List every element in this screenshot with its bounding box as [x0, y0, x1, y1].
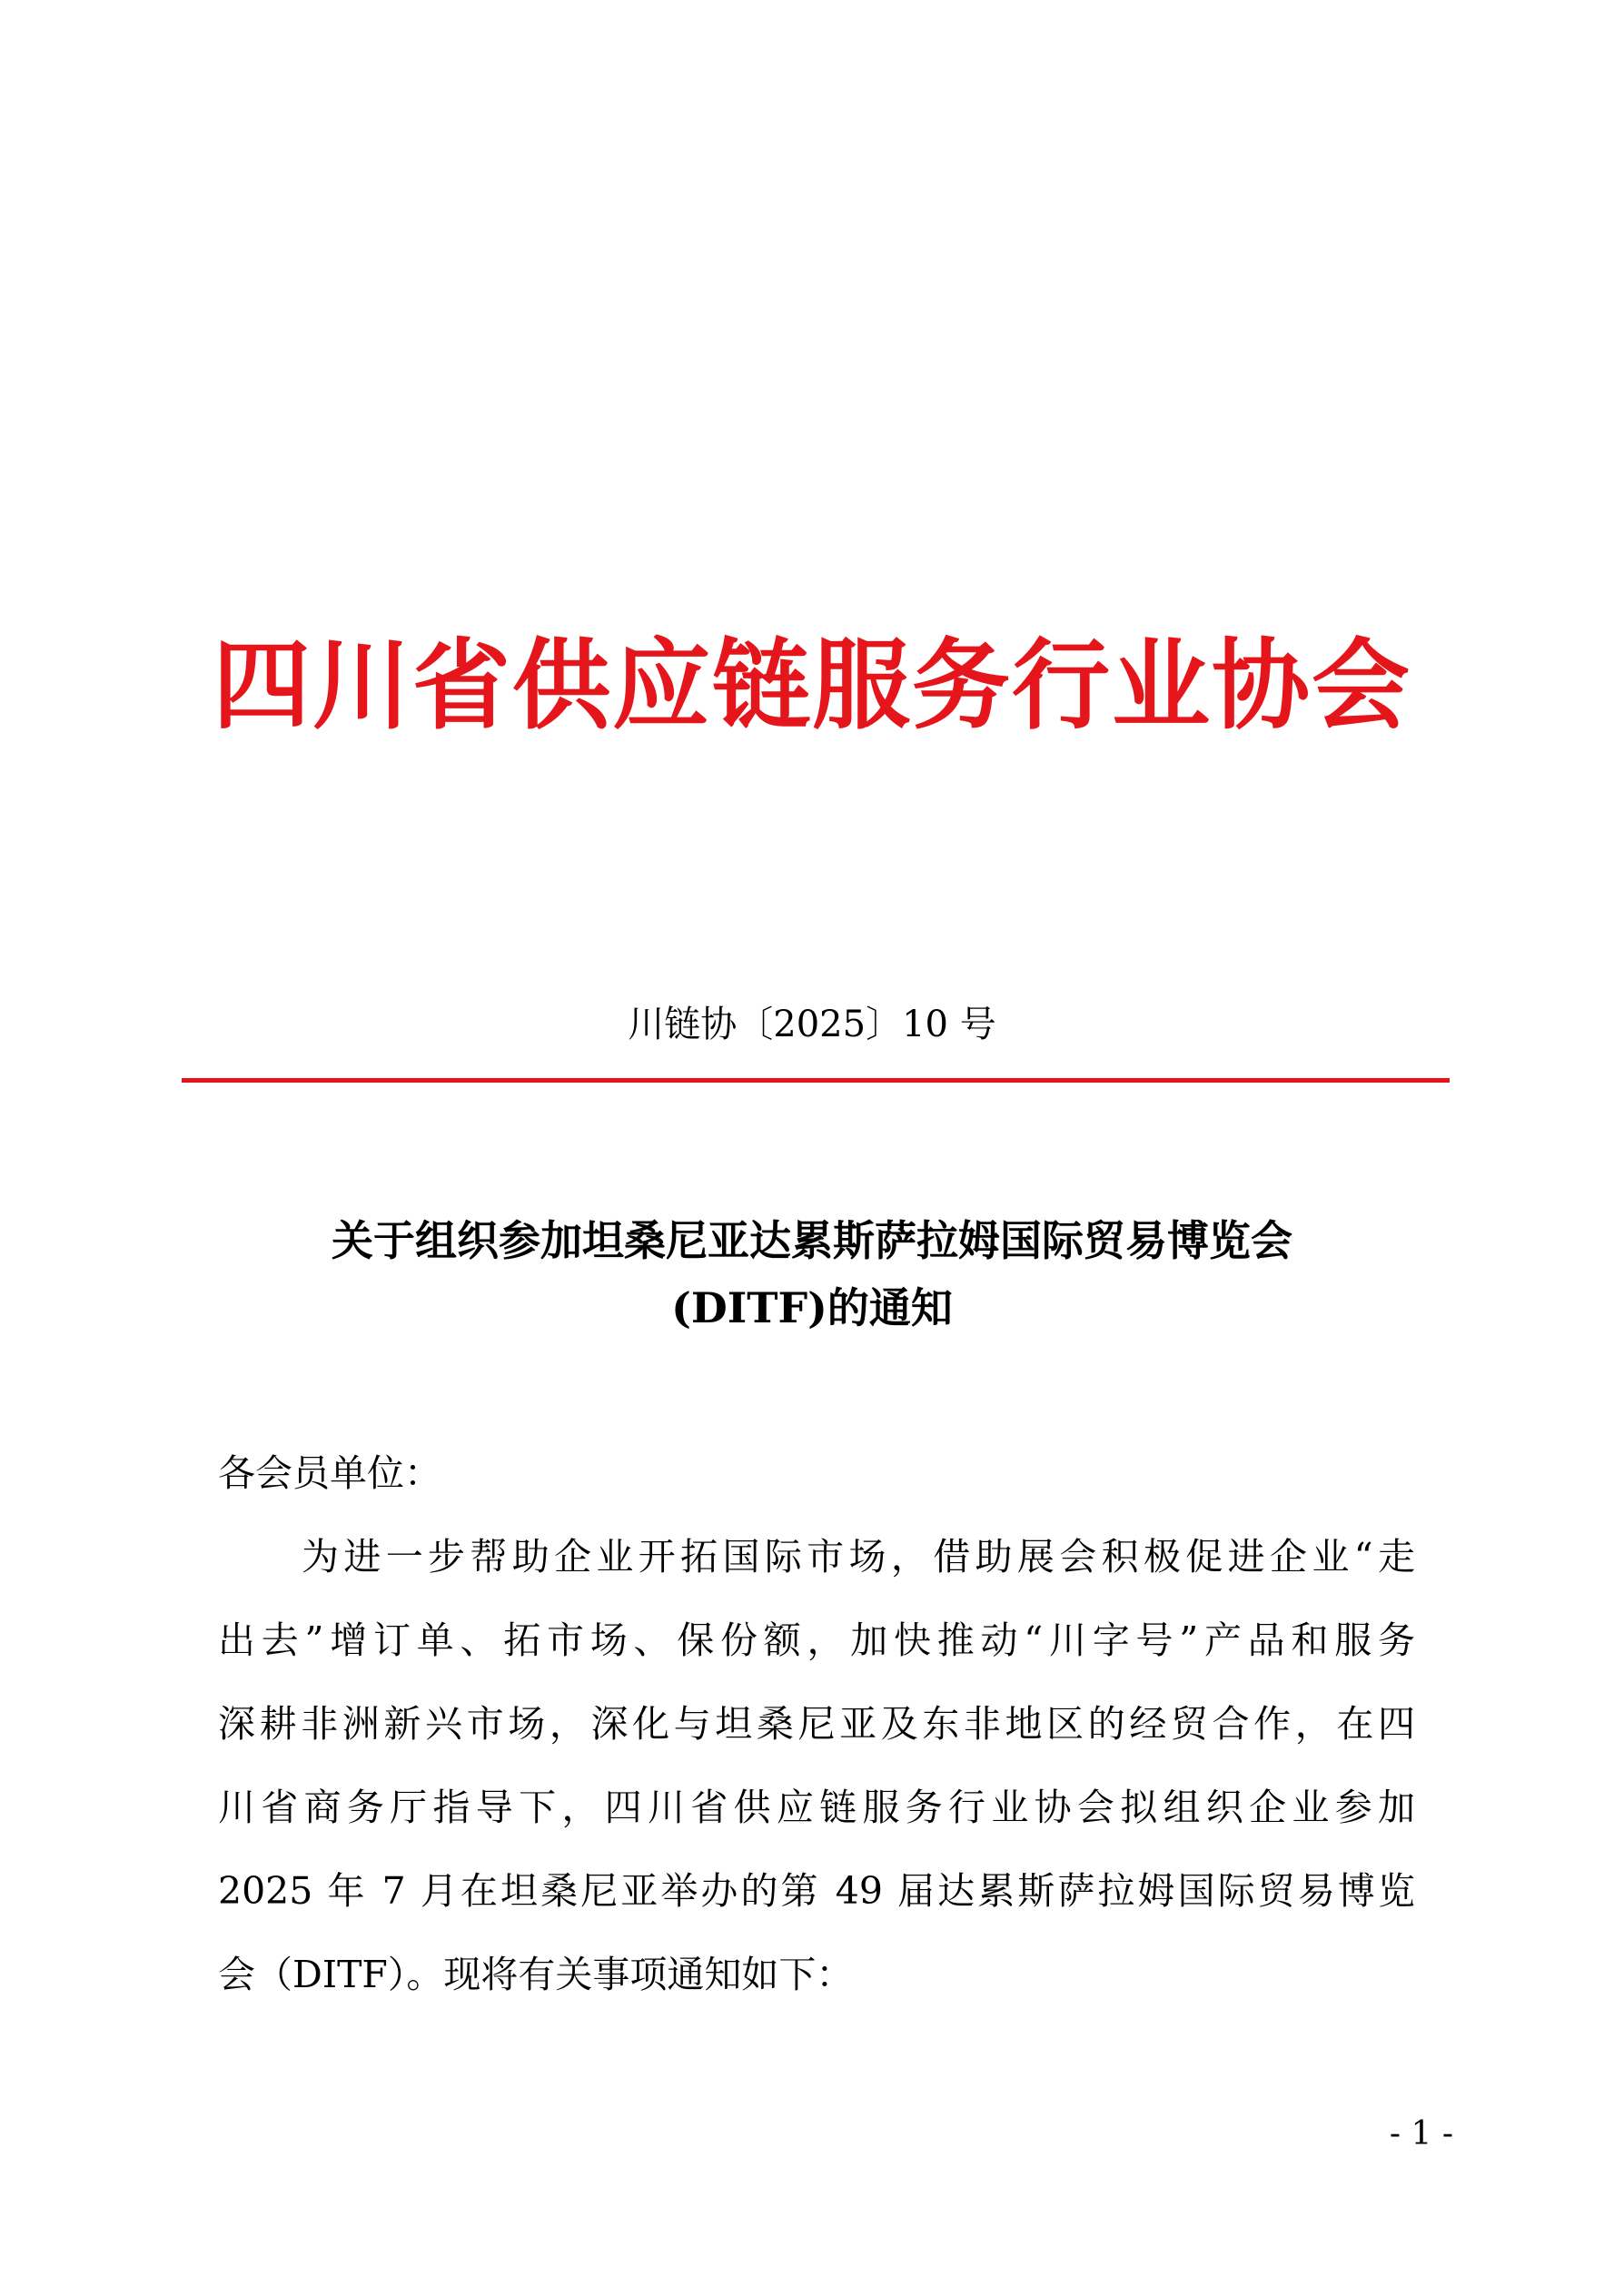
body-line-6: 会（DITF）。现将有关事项通知如下： [218, 1953, 854, 1996]
body-line-3: 深耕非洲新兴市场，深化与坦桑尼亚及东非地区的经贸合作，在四 [218, 1702, 1415, 1746]
notice-title-line-1: 关于组织参加坦桑尼亚达累斯萨拉姆国际贸易博览会 [332, 1216, 1292, 1265]
body-line-1: 为进一步帮助企业开拓国际市场，借助展会积极促进企业“走 [302, 1535, 1415, 1578]
notice-title-line-2: (DITF)的通知 [671, 1283, 953, 1332]
body-line-2: 出去”增订单、拓市场、保份额，加快推动“川字号”产品和服务 [218, 1618, 1415, 1662]
page-number: - 1 - [1389, 2115, 1453, 2152]
body-line-5: 2025 年 7 月在坦桑尼亚举办的第 49 届达累斯萨拉姆国际贸易博览 [218, 1869, 1415, 1913]
document-number: 川链协〔2025〕10 号 [628, 1004, 996, 1045]
organization-letterhead: 四川省供应链服务行业协会 [212, 628, 1411, 743]
body-line-4: 川省商务厅指导下，四川省供应链服务行业协会拟组织企业参加 [218, 1786, 1415, 1829]
letterhead-divider [182, 1078, 1450, 1083]
salutation: 各会员单位： [218, 1451, 441, 1495]
